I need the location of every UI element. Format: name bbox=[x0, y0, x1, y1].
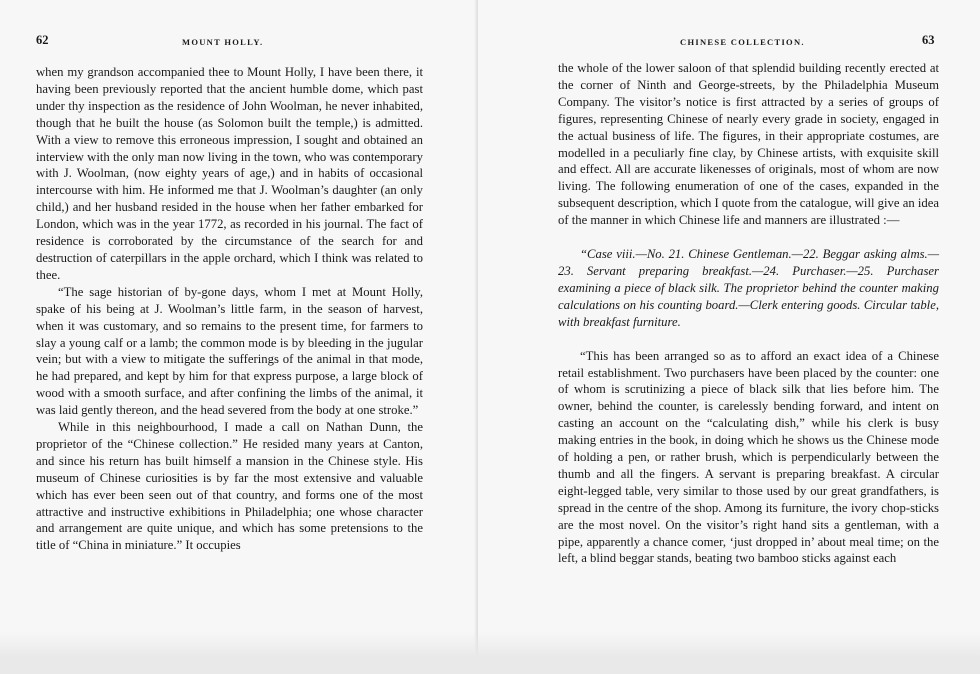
running-head-left: MOUNT HOLLY. bbox=[182, 37, 264, 47]
paragraph: “The sage historian of by-gone days, whom I met at Mount Holly, spake of his being at J. Woolman’s little farm, in the season of harvest, when it was customary, and so remains to the present time, for farmers to slay a young calf or a lamb; the common mode is by bleeding in the jugular vein; but with a view to mitigate the sufferings of the animal in that mode, he had prepared, and kept by him for that express purpose, a large block of wood with a smooth surface, and after confining the limbs of the animal, it was laid gently thereon, and the head severed from the body at one stroke.” bbox=[36, 284, 423, 418]
paragraph: “This has been arranged so as to afford an exact idea of a Chinese retail establishment. Two purchasers have been placed by the counter: one of whom is scrutinizing a piece of black silk that lies before him. The owner, behind the counter, is carelessly bending forward, and intent on casting an account on the “calculating dish,” while his clerk is busy making entries in the book, in doing which he shows us the Chinese mode of holding a pen, or rather brush, which is perpendicularly between the thumb and all the fingers. A servant is preparing breakfast. A circular eight-legged table, very similar to those used by our great grandfathers, is spread in the centre of the shop. Among its furniture, the ivory chop-sticks are the most novel. On the visitor’s right hand sits a gentleman, with a pipe, apparently a chance comer, ‘just dropped in’ about meal time; on the left, a blind beggar stands, beating two bamboo sticks against each bbox=[558, 348, 939, 566]
scan-shadow bbox=[0, 632, 980, 674]
page-number-right: 63 bbox=[922, 33, 935, 47]
catalogue-quote: “Case viii.—No. 21. Chinese Gentleman.—22. Beggar asking alms.—23. Servant preparing breakfast.—24. Purchaser.—25. Purchaser examining a piece of black silk. The proprietor behind the counter making calculations on his counting board.—Clerk entering goods. Circular table, with breakfast furniture. bbox=[558, 247, 939, 329]
right-page bbox=[478, 0, 980, 674]
page-number-left: 62 bbox=[36, 33, 49, 47]
left-page-body bbox=[36, 64, 423, 554]
right-page-body bbox=[558, 60, 939, 567]
running-head-right: CHINESE COLLECTION. bbox=[680, 37, 805, 47]
paragraph: when my grandson accompanied thee to Mount Holly, I have been there, it having been previously reported that the ancient humble dome, which past under thy inspection as the residence of John Woolman, he never inhabited, though that he built the house (as Solomon built the temple,) is admitted. With a view to remove this erroneous impression, I sought and obtained an interview with the only man now living in the town, who was contemporary with J. Woolman, (now eighty years of age,) and in habits of occasional intercourse with him. He informed me that J. Woolman’s daughter (an only child,) and her husband resided in the house when her father embarked for London, which was in the year 1772, as recorded in his journal. The fact of residence is corroborated by the circumstance of the search for and destruction of caterpillars in the apple orchard, which I think was related to thee. bbox=[36, 65, 423, 282]
paragraph: While in this neighbourhood, I made a call on Nathan Dunn, the proprietor of the “Chinese collection.” He resided many years at Canton, and since his return has built himself a mansion in the Chinese style. His museum of Chinese curiosities is by far the most extensive and valuable which has ever been seen out of that country, and forms one of the most attractive and instructive exhibitions in Philadelphia; one whose character and arrangement are quite unique, and which has some pretensions to the title of “China in miniature.” It occupies bbox=[36, 420, 423, 553]
paragraph: the whole of the lower saloon of that splendid building recently erected at the corner of Ninth and George-streets, by the Philadelphia Museum Company. The visitor’s notice is first attracted by a series of groups of figures, representing Chinese of nearly every grade in society, engaged in the actual business of life. The figures, in their appropriate costumes, are modelled in a peculiarly fine clay, by Chinese artists, with exquisite skill and effect. All are accurate likenesses of originals, most of whom are now living. The following enumeration of one of the cases, expanded in the subsequent description, which I quote from the catalogue, will give an idea of the manner in which Chinese life and manners are illustrated :— bbox=[558, 61, 939, 228]
left-page bbox=[0, 0, 478, 674]
